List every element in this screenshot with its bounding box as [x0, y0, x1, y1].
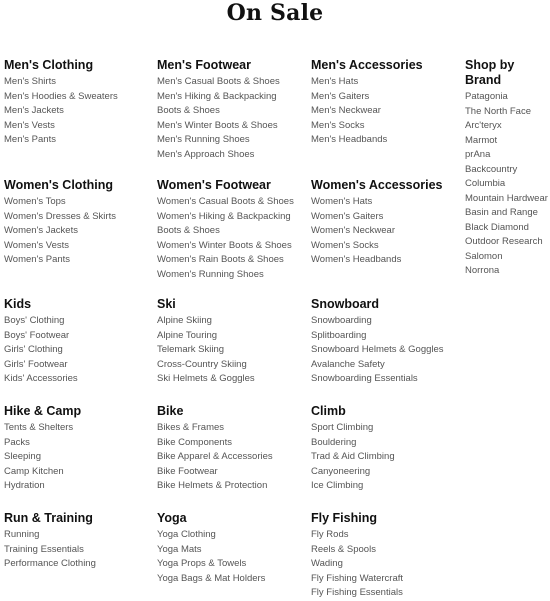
category-heading[interactable]: Bike: [157, 404, 184, 418]
category-heading[interactable]: Hike & Camp: [4, 404, 82, 418]
list-item: [157, 557, 297, 572]
list-item: [4, 75, 154, 90]
link-womens-jackets[interactable]: Women's Jackets: [4, 225, 78, 236]
list-item: [4, 224, 154, 239]
list-item: [157, 343, 297, 358]
list-item: [4, 421, 154, 436]
list-item: [465, 90, 549, 105]
link-packs[interactable]: Packs: [4, 436, 30, 448]
list-item: [157, 543, 297, 558]
link-bikes-and-frames[interactable]: Bikes & Frames: [157, 422, 225, 433]
list-item: [157, 195, 297, 210]
link-snowboarding[interactable]: Snowboarding: [311, 315, 372, 326]
list-item: [4, 358, 154, 373]
link-sport-climbing[interactable]: Sport Climbing: [311, 422, 374, 433]
list-item: [157, 148, 297, 163]
category-ski: [157, 297, 297, 387]
link-alpine-skiing[interactable]: Alpine Skiing: [157, 315, 212, 326]
link-patagonia[interactable]: Patagonia: [465, 91, 508, 102]
link-columbia[interactable]: Columbia: [465, 178, 506, 189]
list-item: [465, 177, 549, 192]
category-heading[interactable]: Women's Footwear: [157, 178, 271, 192]
link-norrona[interactable]: Norrona: [465, 265, 500, 276]
link-boys-footwear[interactable]: Boys' Footwear: [4, 329, 70, 341]
list-item: [4, 557, 154, 572]
category-link-list: [4, 75, 154, 148]
link-womens-socks[interactable]: Women's Socks: [311, 239, 379, 251]
link-prana[interactable]: prAna: [465, 149, 491, 160]
list-item: [157, 253, 297, 268]
page-title: On Sale: [226, 0, 324, 26]
category-womens-clothing: [4, 178, 154, 268]
list-item: [311, 479, 461, 494]
list-item: [157, 479, 297, 494]
link-training-essentials[interactable]: Training Essentials: [4, 543, 84, 555]
list-item: [4, 253, 154, 268]
list-item: [157, 314, 297, 329]
category-link-list: [4, 195, 154, 268]
list-item: [157, 90, 297, 119]
link-tents-and-shelters[interactable]: Tents & Shelters: [4, 422, 74, 433]
link-black-diamond[interactable]: Black Diamond: [465, 221, 529, 233]
link-womens-hats[interactable]: Women's Hats: [311, 196, 373, 207]
link-arcteryx[interactable]: Arc'teryx: [465, 120, 502, 131]
link-marmot[interactable]: Marmot: [465, 134, 498, 146]
list-item: [465, 163, 549, 178]
link-mens-hoodies-and-sweaters[interactable]: Men's Hoodies & Sweaters: [4, 90, 118, 102]
link-womens-headbands[interactable]: Women's Headbands: [311, 254, 402, 265]
link-performance-clothing[interactable]: Performance Clothing: [4, 558, 96, 569]
list-item: [4, 104, 154, 119]
link-womens-dresses-and-skirts[interactable]: Women's Dresses & Skirts: [4, 210, 116, 222]
list-item: [465, 105, 549, 120]
category-mens-footwear: [157, 58, 297, 162]
list-item: [311, 239, 461, 254]
link-mens-jackets[interactable]: Men's Jackets: [4, 105, 64, 116]
link-bike-components[interactable]: Bike Components: [157, 436, 232, 448]
link-mens-gaiters[interactable]: Men's Gaiters: [311, 90, 370, 102]
list-item: [4, 479, 154, 494]
link-bouldering[interactable]: Bouldering: [311, 436, 357, 448]
list-item: [4, 314, 154, 329]
link-ski-helmets-and-goggles[interactable]: Ski Helmets & Goggles: [157, 373, 255, 384]
list-item: [157, 358, 297, 373]
category-hike-and-camp: [4, 404, 154, 494]
link-mens-running-shoes[interactable]: Men's Running Shoes: [157, 134, 250, 145]
list-item: [465, 235, 549, 250]
category-heading[interactable]: Men's Accessories: [311, 58, 423, 72]
category-heading[interactable]: Ski: [157, 297, 176, 311]
link-mens-hiking-and-backpacking-boots-and-shoes[interactable]: Men's Hiking & Backpacking Boots & Shoes: [157, 90, 277, 116]
list-item: [311, 90, 461, 105]
category-link-list: [465, 90, 549, 279]
category-heading[interactable]: Kids: [4, 297, 32, 311]
list-item: [311, 572, 461, 587]
link-mens-approach-shoes[interactable]: Men's Approach Shoes: [157, 148, 255, 160]
link-womens-running-shoes[interactable]: Women's Running Shoes: [157, 268, 264, 280]
link-telemark-skiing[interactable]: Telemark Skiing: [157, 344, 225, 355]
list-item: [157, 450, 297, 465]
list-item: [4, 528, 154, 543]
list-item: [157, 133, 297, 148]
category-link-list: [311, 528, 461, 601]
link-trad-and-aid-climbing[interactable]: Trad & Aid Climbing: [311, 451, 395, 462]
link-mountain-hardwear[interactable]: Mountain Hardwear: [465, 192, 548, 204]
list-item: [157, 421, 297, 436]
link-outdoor-research[interactable]: Outdoor Research: [465, 236, 543, 247]
category-heading[interactable]: Men's Footwear: [157, 58, 251, 72]
list-item: [311, 557, 461, 572]
category-heading[interactable]: Women's Accessories: [311, 178, 443, 192]
category-link-list: [4, 314, 154, 387]
list-item: [465, 206, 549, 221]
link-mens-vests[interactable]: Men's Vests: [4, 119, 55, 131]
list-item: [4, 195, 154, 210]
link-fly-fishing-essentials[interactable]: Fly Fishing Essentials: [311, 587, 403, 598]
list-item: [311, 224, 461, 239]
list-item: [311, 358, 461, 373]
list-item: [4, 90, 154, 105]
link-reels-and-spools[interactable]: Reels & Spools: [311, 543, 376, 555]
link-womens-vests[interactable]: Women's Vests: [4, 239, 69, 251]
link-womens-winter-boots-and-shoes[interactable]: Women's Winter Boots & Shoes: [157, 239, 292, 251]
link-ice-climbing[interactable]: Ice Climbing: [311, 480, 364, 491]
category-heading[interactable]: Snowboard: [311, 297, 380, 311]
list-item: [311, 75, 461, 90]
category-link-list: [157, 75, 297, 162]
category-womens-footwear: [157, 178, 297, 282]
category-link-list: [311, 195, 461, 268]
list-item: [311, 450, 461, 465]
category-link-list: [157, 421, 297, 494]
list-item: [4, 343, 154, 358]
list-item: [157, 465, 297, 480]
link-womens-neckwear[interactable]: Women's Neckwear: [311, 225, 395, 236]
link-yoga-clothing[interactable]: Yoga Clothing: [157, 529, 216, 540]
link-kids-accessories[interactable]: Kids' Accessories: [4, 373, 78, 384]
list-item: [157, 268, 297, 283]
list-item: [465, 221, 549, 236]
link-mens-casual-boots-and-shoes[interactable]: Men's Casual Boots & Shoes: [157, 76, 280, 87]
list-item: [465, 148, 549, 163]
link-camp-kitchen[interactable]: Camp Kitchen: [4, 465, 64, 477]
list-item: [157, 210, 297, 239]
link-mens-headbands[interactable]: Men's Headbands: [311, 134, 388, 145]
list-item: [311, 329, 461, 344]
category-heading[interactable]: Climb: [311, 404, 346, 418]
link-backcountry[interactable]: Backcountry: [465, 163, 518, 175]
link-girls-footwear[interactable]: Girls' Footwear: [4, 358, 68, 370]
category-womens-accessories: [311, 178, 461, 268]
list-item: [311, 543, 461, 558]
link-hydration[interactable]: Hydration: [4, 480, 45, 491]
list-item: [311, 253, 461, 268]
category-climb: [311, 404, 461, 494]
link-cross-country-skiing[interactable]: Cross-Country Skiing: [157, 358, 247, 370]
list-item: [311, 421, 461, 436]
link-sleeping[interactable]: Sleeping: [4, 451, 41, 462]
link-bike-footwear[interactable]: Bike Footwear: [157, 465, 218, 477]
category-fly-fishing: [311, 511, 461, 601]
list-item: [4, 133, 154, 148]
link-mens-neckwear[interactable]: Men's Neckwear: [311, 105, 381, 116]
list-item: [4, 239, 154, 254]
list-item: [157, 119, 297, 134]
link-mens-pants[interactable]: Men's Pants: [4, 134, 56, 145]
category-mens-clothing: [4, 58, 154, 148]
list-item: [311, 314, 461, 329]
link-womens-rain-boots-and-shoes[interactable]: Women's Rain Boots & Shoes: [157, 254, 284, 265]
category-heading[interactable]: Women's Clothing: [4, 178, 113, 192]
category-link-list: [157, 195, 297, 282]
link-canyoneering[interactable]: Canyoneering: [311, 465, 371, 477]
link-womens-tops[interactable]: Women's Tops: [4, 196, 66, 207]
link-mens-shirts[interactable]: Men's Shirts: [4, 76, 56, 87]
list-item: [157, 436, 297, 451]
link-snowboarding-essentials[interactable]: Snowboarding Essentials: [311, 373, 418, 384]
category-kids: [4, 297, 154, 387]
link-womens-pants[interactable]: Women's Pants: [4, 254, 71, 265]
link-salomon[interactable]: Salomon: [465, 250, 503, 262]
list-item: [311, 586, 461, 601]
link-splitboarding[interactable]: Splitboarding: [311, 329, 367, 341]
list-item: [311, 372, 461, 387]
list-item: [4, 450, 154, 465]
link-yoga-props-and-towels[interactable]: Yoga Props & Towels: [157, 558, 247, 569]
list-item: [465, 264, 549, 279]
list-item: [311, 436, 461, 451]
list-item: [4, 329, 154, 344]
list-item: [311, 210, 461, 225]
link-basin-and-range[interactable]: Basin and Range: [465, 207, 538, 218]
list-item: [4, 543, 154, 558]
category-link-list: [157, 314, 297, 387]
category-heading[interactable]: Run & Training: [4, 511, 93, 525]
list-item: [157, 572, 297, 587]
link-boys-clothing[interactable]: Boys' Clothing: [4, 315, 65, 326]
link-bike-apparel-and-accessories[interactable]: Bike Apparel & Accessories: [157, 451, 273, 462]
list-item: [311, 465, 461, 480]
link-snowboard-helmets-and-goggles[interactable]: Snowboard Helmets & Goggles: [311, 344, 444, 355]
link-womens-gaiters[interactable]: Women's Gaiters: [311, 210, 384, 222]
link-the-north-face[interactable]: The North Face: [465, 105, 531, 117]
category-link-list: [4, 421, 154, 494]
list-item: [311, 343, 461, 358]
list-item: [157, 372, 297, 387]
list-item: [311, 119, 461, 134]
category-heading[interactable]: Fly Fishing: [311, 511, 377, 525]
category-shop-by-brand: [465, 58, 549, 279]
link-girls-clothing[interactable]: Girls' Clothing: [4, 344, 63, 355]
list-item: [157, 528, 297, 543]
link-running[interactable]: Running: [4, 529, 40, 540]
list-item: [4, 210, 154, 225]
link-bike-helmets-and-protection[interactable]: Bike Helmets & Protection: [157, 480, 268, 491]
link-alpine-touring[interactable]: Alpine Touring: [157, 329, 218, 341]
link-mens-hats[interactable]: Men's Hats: [311, 76, 359, 87]
list-item: [157, 75, 297, 90]
list-item: [465, 250, 549, 265]
list-item: [465, 134, 549, 149]
category-link-list: [4, 528, 154, 572]
link-womens-casual-boots-and-shoes[interactable]: Women's Casual Boots & Shoes: [157, 196, 294, 207]
link-yoga-mats[interactable]: Yoga Mats: [157, 543, 202, 555]
list-item: [311, 195, 461, 210]
category-link-list: [311, 314, 461, 387]
category-run-and-training: [4, 511, 154, 572]
link-avalanche-safety[interactable]: Avalanche Safety: [311, 358, 385, 370]
list-item: [311, 133, 461, 148]
list-item: [157, 329, 297, 344]
link-fly-rods[interactable]: Fly Rods: [311, 529, 349, 540]
list-item: [4, 465, 154, 480]
category-heading[interactable]: Men's Clothing: [4, 58, 94, 72]
list-item: [4, 436, 154, 451]
category-heading[interactable]: Shop by Brand: [465, 58, 515, 87]
list-item: [4, 372, 154, 387]
list-item: [311, 104, 461, 119]
category-mens-accessories: [311, 58, 461, 148]
link-fly-fishing-watercraft[interactable]: Fly Fishing Watercraft: [311, 572, 404, 584]
list-item: [465, 119, 549, 134]
list-item: [465, 192, 549, 207]
link-mens-socks[interactable]: Men's Socks: [311, 119, 365, 131]
category-link-list: [311, 75, 461, 148]
category-snowboard: [311, 297, 461, 387]
list-item: [311, 528, 461, 543]
category-bike: [157, 404, 297, 494]
category-heading[interactable]: Yoga: [157, 511, 187, 525]
list-item: [157, 239, 297, 254]
link-wading[interactable]: Wading: [311, 558, 343, 569]
category-yoga: [157, 511, 297, 586]
category-link-list: [157, 528, 297, 586]
list-item: [4, 119, 154, 134]
link-yoga-bags-and-mat-holders[interactable]: Yoga Bags & Mat Holders: [157, 572, 266, 584]
link-womens-hiking-and-backpacking-boots-and-shoes[interactable]: Women's Hiking & Backpacking Boots & Shoes: [157, 210, 291, 236]
category-link-list: [311, 421, 461, 494]
link-mens-winter-boots-and-shoes[interactable]: Men's Winter Boots & Shoes: [157, 119, 278, 131]
